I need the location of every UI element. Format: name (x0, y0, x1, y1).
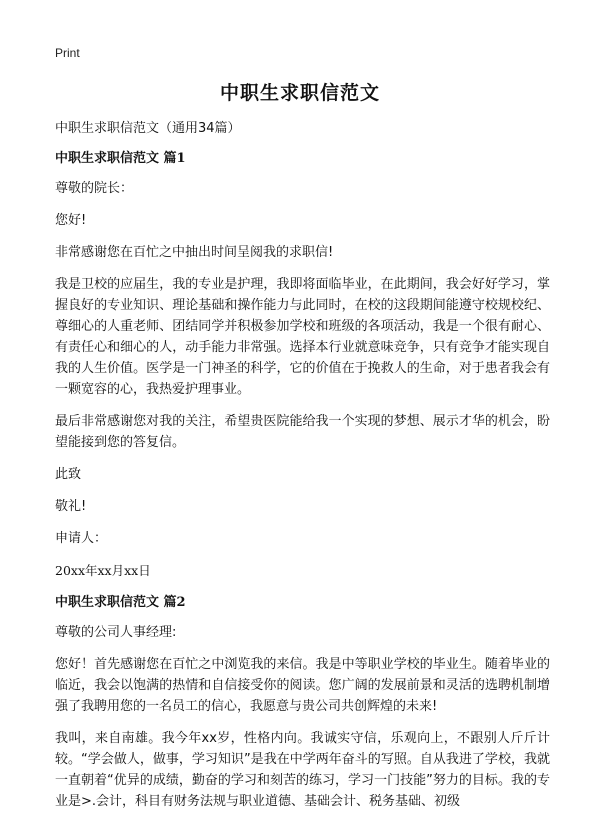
print-link[interactable]: Print (55, 46, 80, 60)
applicant-line: 申请人： (55, 531, 108, 546)
closing: 敬礼! (55, 499, 87, 514)
section-heading: 中职生求职信范文 篇1 (55, 151, 186, 166)
document-body (55, 118, 550, 823)
greeting: 您好! (55, 213, 87, 228)
paragraph: 我是卫校的应届生，我的专业是护理，我即将面临毕业，在此期间，我会好好学习，掌握良好的专业知识、理论基础和操作能力与此同时，在校的这段期间能遵守校规校纪、尊细心的人重老师、团结同学并积极参加学校和班级的各项活动，我是一个很有耐心、有责任心和细心的人，动手能力非常强。选择本行业就意味竞争，只有竞争才能实现自我的人生价值。医学是一门神圣的科学，它的价值在于挽救人的生命，对于患者我会有一颗宽容的心，我热爱护理事业。 (55, 277, 550, 397)
date-line: 20xx年xx月xx日 (55, 563, 151, 578)
section-2 (55, 592, 550, 812)
salutation: 尊敬的公司人事经理: (55, 625, 177, 640)
paragraph: 最后非常感谢您对我的关注，希望贵医院能给我一个实现的梦想、展示才华的机会，盼望能接到您的答复信。 (55, 414, 550, 450)
section-1 (55, 148, 550, 581)
document-subtitle: 中职生求职信范文（通用34篇） (55, 121, 241, 136)
section-heading: 中职生求职信范文 篇2 (55, 595, 186, 610)
paragraph: 您好！首先感谢您在百忙之中浏览我的来信。我是中等职业学校的毕业生。随着毕业的临近，我会以饱满的热情和自信接受你的阅读。您广阔的发展前景和灵活的选聘机制增强了我聘用您的一名员工的信心，我愿意与贵公司共创辉煌的未来! (55, 657, 550, 714)
closing: 此致 (55, 467, 82, 482)
paragraph: 非常感谢您在百忙之中抽出时间呈阅我的求职信! (55, 245, 334, 260)
document-title: 中职生求职信范文 (219, 82, 380, 104)
paragraph: 我叫，来自南雄。我今年xx岁，性格内向。我诚实守信，乐观向上，不跟别人斤斤计较。“学会做人，做事，学习知识”是我在中学两年奋斗的写照。自从我进了学校，我就一直朝着“优异的成绩，勤奋的学习和刻苦的练习，学习一门技能”努力的目标。我的专业是>.会计，科目有财务法规与职业道德、基础会计、税务基础、初级 (55, 731, 550, 809)
salutation: 尊敬的院长： (55, 181, 134, 196)
